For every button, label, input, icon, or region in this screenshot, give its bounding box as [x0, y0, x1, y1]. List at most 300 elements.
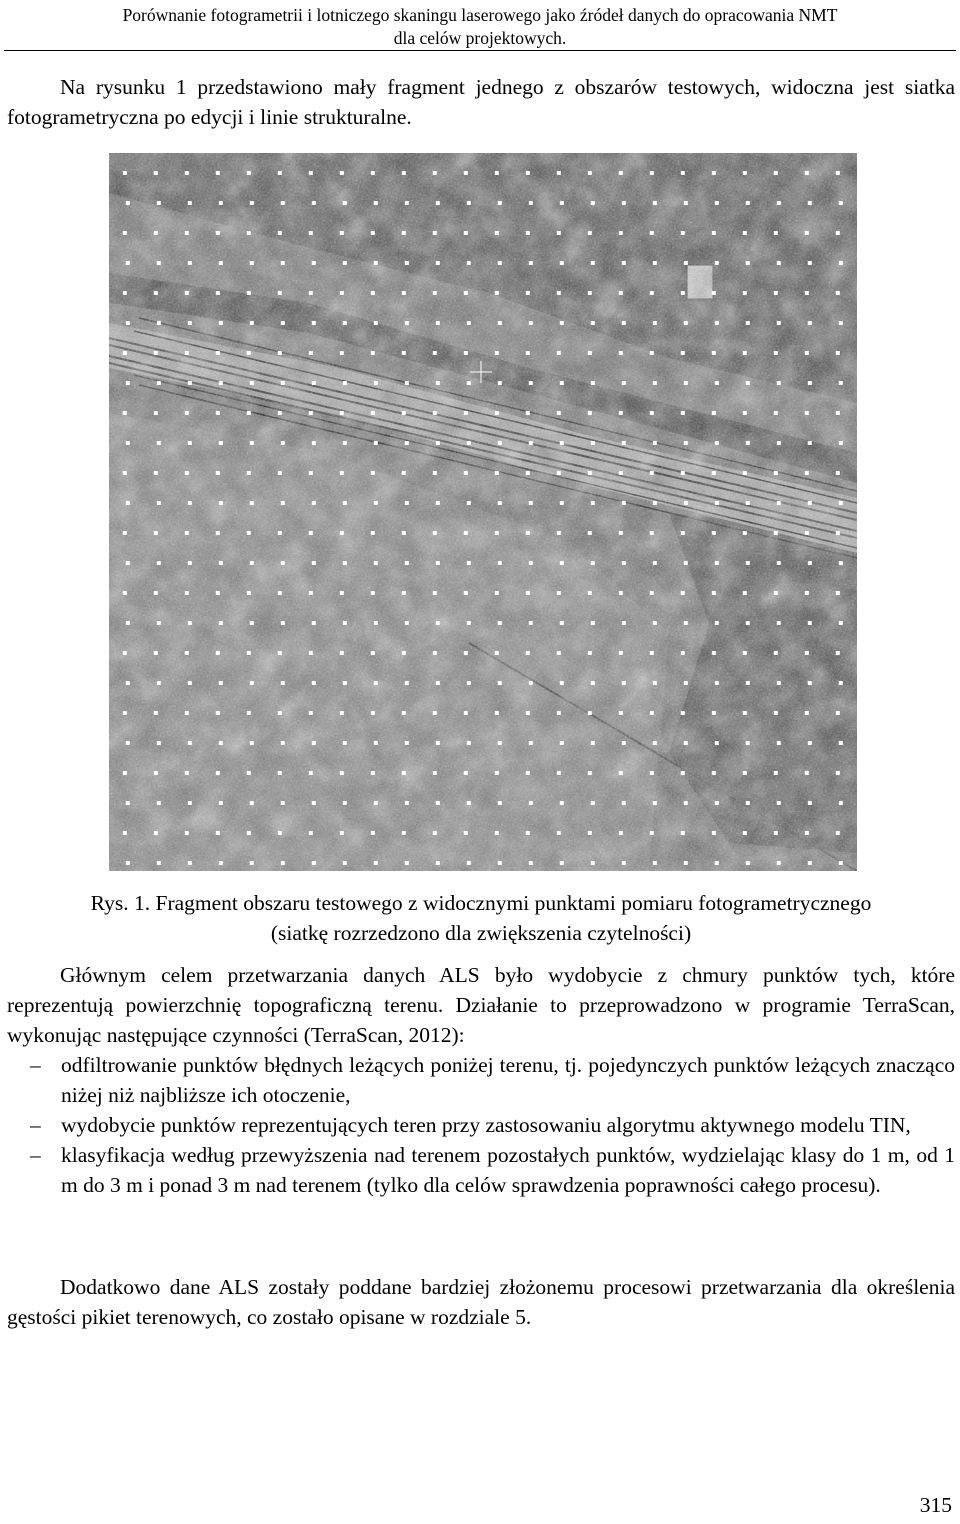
measurement-point	[374, 501, 378, 505]
measurement-point	[495, 171, 499, 175]
measurement-point	[281, 321, 285, 325]
measurement-point	[681, 291, 685, 295]
measurement-point	[371, 231, 375, 235]
measurement-point	[746, 381, 750, 385]
measurement-point	[312, 741, 316, 745]
measurement-point	[712, 171, 716, 175]
measurement-point	[622, 321, 626, 325]
measurement-point	[247, 411, 251, 415]
measurement-point	[188, 261, 192, 265]
measurement-point	[436, 621, 440, 625]
measurement-point	[746, 201, 750, 205]
measurement-point	[712, 231, 716, 235]
measurement-point	[774, 591, 778, 595]
measurement-point	[340, 531, 344, 535]
measurement-point	[464, 591, 468, 595]
measurement-point	[216, 171, 220, 175]
measurement-point	[216, 471, 220, 475]
measurement-point	[529, 561, 533, 565]
measurement-point	[405, 261, 409, 265]
list-item	[7, 1110, 955, 1140]
measurement-point	[250, 261, 254, 265]
measurement-point	[281, 261, 285, 265]
measurement-point	[278, 531, 282, 535]
measurement-point	[281, 681, 285, 685]
measurement-point	[188, 441, 192, 445]
measurement-point	[154, 231, 158, 235]
measurement-point	[839, 321, 843, 325]
measurement-point	[746, 801, 750, 805]
measurement-point	[436, 861, 440, 865]
measurement-point	[526, 831, 530, 835]
measurement-point	[653, 441, 657, 445]
measurement-point	[715, 561, 719, 565]
measurement-point	[746, 621, 750, 625]
measurement-point	[746, 441, 750, 445]
list-item-text: wydobycie punktów reprezentujących teren przy zastosowaniu algorytmu aktywnego modelu TIN,	[61, 1113, 911, 1137]
measurement-point	[684, 501, 688, 505]
measurement-point	[188, 801, 192, 805]
measurement-point	[247, 531, 251, 535]
measurement-point	[247, 351, 251, 355]
measurement-point	[681, 531, 685, 535]
measurement-point	[157, 441, 161, 445]
measurement-point	[774, 711, 778, 715]
measurement-point	[498, 681, 502, 685]
measurement-point	[464, 831, 468, 835]
measurement-point	[436, 681, 440, 685]
measurement-point	[712, 411, 716, 415]
measurement-point	[684, 261, 688, 265]
measurement-point	[278, 231, 282, 235]
measurement-point	[467, 321, 471, 325]
measurement-point	[653, 321, 657, 325]
measurement-point	[312, 561, 316, 565]
measurement-point	[591, 381, 595, 385]
measurement-point	[495, 471, 499, 475]
measurement-point	[402, 531, 406, 535]
measurement-point	[619, 651, 623, 655]
measurement-point	[343, 741, 347, 745]
measurement-point	[250, 861, 254, 865]
measurement-point	[808, 321, 812, 325]
measurement-point	[839, 261, 843, 265]
measurement-point	[619, 471, 623, 475]
measurement-point	[154, 831, 158, 835]
measurement-point	[343, 501, 347, 505]
measurement-point	[464, 411, 468, 415]
measurement-point	[560, 201, 564, 205]
measurement-point	[467, 201, 471, 205]
measurement-point	[126, 621, 130, 625]
measurement-point	[774, 531, 778, 535]
measurement-point	[622, 441, 626, 445]
measurement-point	[650, 831, 654, 835]
measurement-point	[805, 711, 809, 715]
measurement-point	[805, 291, 809, 295]
measurement-point	[650, 291, 654, 295]
measurement-point	[278, 711, 282, 715]
running-header-line2: dla celów projektowych.	[393, 28, 567, 48]
measurement-point	[557, 771, 561, 775]
measurement-point	[219, 561, 223, 565]
measurement-point	[526, 711, 530, 715]
measurement-point	[684, 621, 688, 625]
measurement-point	[464, 291, 468, 295]
measurement-point	[371, 711, 375, 715]
measurement-point	[185, 351, 189, 355]
measurement-point	[278, 171, 282, 175]
measurement-point	[808, 621, 812, 625]
measurement-point	[309, 771, 313, 775]
measurement-point	[126, 741, 130, 745]
measurement-point	[433, 711, 437, 715]
measurement-point	[309, 591, 313, 595]
measurement-point	[839, 501, 843, 505]
measurement-point	[250, 681, 254, 685]
measurement-point	[433, 651, 437, 655]
measurement-point	[154, 651, 158, 655]
measurement-point	[808, 561, 812, 565]
measurement-point	[433, 531, 437, 535]
measurement-point	[808, 441, 812, 445]
measurement-point	[653, 561, 657, 565]
measurement-point	[157, 741, 161, 745]
measurement-point	[309, 711, 313, 715]
measurement-point	[588, 171, 592, 175]
measurement-point	[250, 801, 254, 805]
measurement-point	[250, 441, 254, 445]
measurement-point	[715, 741, 719, 745]
measurement-point	[157, 861, 161, 865]
measurement-point	[312, 621, 316, 625]
measurement-point	[588, 411, 592, 415]
measurement-point	[529, 801, 533, 805]
measurement-point	[808, 681, 812, 685]
running-header	[0, 4, 960, 50]
measurement-point	[560, 441, 564, 445]
measurement-point	[340, 771, 344, 775]
measurement-point	[464, 231, 468, 235]
measurement-point	[805, 531, 809, 535]
measurement-point	[653, 741, 657, 745]
measurement-point	[340, 471, 344, 475]
measurement-point	[836, 171, 840, 175]
measurement-point	[467, 741, 471, 745]
measurement-point	[433, 831, 437, 835]
measurement-point	[774, 471, 778, 475]
measurement-point	[374, 861, 378, 865]
measurement-point	[464, 771, 468, 775]
measurement-point	[777, 321, 781, 325]
measurement-point	[588, 711, 592, 715]
measurement-point	[560, 681, 564, 685]
measurement-point	[526, 471, 530, 475]
body-paragraph-2: Dodatkowo dane ALS zostały poddane bardziej złożonemu procesowi przetwarzania dla określenia gęstości pikiet terenowych, co zostało opisane w rozdziale 5.	[7, 1275, 955, 1329]
measurement-point	[126, 321, 130, 325]
measurement-point	[154, 531, 158, 535]
list-item	[7, 1140, 955, 1200]
measurement-point	[371, 831, 375, 835]
measurement-point	[653, 621, 657, 625]
measurement-point	[343, 861, 347, 865]
measurement-point	[743, 531, 747, 535]
measurement-point	[343, 321, 347, 325]
measurement-point	[529, 861, 533, 865]
measurement-point	[498, 381, 502, 385]
measurement-point	[591, 681, 595, 685]
measurement-point	[216, 411, 220, 415]
measurement-point	[216, 771, 220, 775]
measurement-point	[219, 801, 223, 805]
measurement-point	[371, 411, 375, 415]
measurement-point	[436, 201, 440, 205]
measurement-point	[126, 501, 130, 505]
measurement-point	[343, 801, 347, 805]
measurement-point	[712, 351, 716, 355]
measurement-point	[495, 831, 499, 835]
measurement-point	[467, 861, 471, 865]
measurement-point	[216, 591, 220, 595]
measurement-point	[312, 261, 316, 265]
measurement-point	[588, 651, 592, 655]
measurement-point	[622, 501, 626, 505]
measurement-point	[805, 591, 809, 595]
measurement-point	[188, 741, 192, 745]
measurement-point	[588, 771, 592, 775]
measurement-point	[433, 231, 437, 235]
measurement-point	[405, 801, 409, 805]
measurement-point	[653, 381, 657, 385]
measurement-point	[436, 561, 440, 565]
measurement-point	[123, 471, 127, 475]
measurement-point	[650, 771, 654, 775]
measurement-point	[526, 351, 530, 355]
measurement-point	[216, 711, 220, 715]
measurement-point	[777, 681, 781, 685]
measurement-point	[560, 561, 564, 565]
measurement-point	[281, 441, 285, 445]
measurement-point	[777, 801, 781, 805]
measurement-point	[808, 501, 812, 505]
measurement-point	[154, 591, 158, 595]
measurement-point	[247, 171, 251, 175]
measurement-point	[371, 171, 375, 175]
measurement-point	[278, 411, 282, 415]
measurement-point	[436, 381, 440, 385]
processing-steps-list	[7, 1050, 955, 1200]
list-item-text: odfiltrowanie punktów błędnych leżących poniżej terenu, tj. pojedynczych punktów leżących znacząco niżej niż najbliższe ich otoczenie,	[61, 1053, 955, 1107]
measurement-point	[619, 171, 623, 175]
measurement-point	[157, 621, 161, 625]
measurement-point	[622, 801, 626, 805]
measurement-point	[653, 861, 657, 865]
measurement-point	[247, 471, 251, 475]
measurement-point	[715, 801, 719, 805]
measurement-point	[309, 411, 313, 415]
intro-paragraph: Na rysunku 1 przedstawiono mały fragment jednego z obszarów testowych, widoczna jest siatka fotogrametryczna po edycji i linie strukturalne.	[7, 75, 955, 129]
measurement-point	[374, 201, 378, 205]
measurement-point	[436, 441, 440, 445]
measurement-point	[340, 171, 344, 175]
measurement-point	[343, 621, 347, 625]
measurement-point	[836, 411, 840, 415]
measurement-point	[836, 531, 840, 535]
list-dash: –	[30, 1113, 41, 1137]
measurement-point	[436, 501, 440, 505]
measurement-point	[157, 321, 161, 325]
measurement-point	[684, 681, 688, 685]
measurement-point	[185, 411, 189, 415]
measurement-point	[374, 441, 378, 445]
measurement-point	[250, 381, 254, 385]
measurement-point	[154, 471, 158, 475]
measurement-point	[836, 771, 840, 775]
measurement-point	[805, 171, 809, 175]
measurement-point	[250, 621, 254, 625]
measurement-point	[371, 651, 375, 655]
measurement-point	[467, 561, 471, 565]
measurement-point	[188, 201, 192, 205]
measurement-point	[712, 771, 716, 775]
measurement-point	[188, 561, 192, 565]
measurement-point	[681, 471, 685, 475]
measurement-point	[278, 471, 282, 475]
measurement-point	[591, 621, 595, 625]
measurement-point	[777, 741, 781, 745]
measurement-point	[839, 381, 843, 385]
measurement-point	[250, 501, 254, 505]
measurement-point	[495, 711, 499, 715]
list-dash: –	[30, 1143, 41, 1167]
measurement-point	[684, 441, 688, 445]
measurement-point	[495, 531, 499, 535]
measurement-point	[185, 471, 189, 475]
measurement-point	[188, 681, 192, 685]
measurement-point	[157, 381, 161, 385]
measurement-point	[495, 351, 499, 355]
measurement-point	[433, 771, 437, 775]
measurement-point	[157, 681, 161, 685]
measurement-point	[374, 621, 378, 625]
measurement-point	[185, 771, 189, 775]
measurement-point	[529, 681, 533, 685]
measurement-point	[405, 201, 409, 205]
measurement-point	[557, 651, 561, 655]
measurement-point	[402, 651, 406, 655]
measurement-point	[250, 741, 254, 745]
measurement-point	[371, 771, 375, 775]
measurement-point	[340, 831, 344, 835]
measurement-point	[250, 321, 254, 325]
measurement-point	[839, 801, 843, 805]
measurement-point	[774, 171, 778, 175]
measurement-point	[839, 561, 843, 565]
measurement-point	[498, 441, 502, 445]
measurement-point	[746, 261, 750, 265]
measurement-point	[219, 741, 223, 745]
measurement-point	[743, 591, 747, 595]
measurement-point	[715, 501, 719, 505]
measurement-point	[681, 831, 685, 835]
measurement-point	[681, 411, 685, 415]
measurement-point	[774, 651, 778, 655]
measurement-point	[405, 621, 409, 625]
measurement-point	[216, 291, 220, 295]
measurement-point	[588, 291, 592, 295]
measurement-point	[777, 261, 781, 265]
measurement-point	[157, 261, 161, 265]
measurement-point	[154, 291, 158, 295]
measurement-point	[560, 501, 564, 505]
measurement-point	[805, 411, 809, 415]
list-item-text: klasyfikacja według przewyższenia nad terenem pozostałych punktów, wydzielając klasy do 1 m, od 1 m do 3 m i ponad 3 m nad terenem (tylko dla celów sprawdzenia poprawności całego procesu).	[61, 1143, 955, 1197]
measurement-point	[619, 351, 623, 355]
measurement-point	[495, 591, 499, 595]
measurement-point	[777, 201, 781, 205]
measurement-point	[712, 651, 716, 655]
measurement-point	[681, 651, 685, 655]
measurement-point	[219, 441, 223, 445]
measurement-point	[743, 231, 747, 235]
measurement-point	[653, 261, 657, 265]
measurement-point	[374, 741, 378, 745]
measurement-point	[312, 441, 316, 445]
measurement-point	[808, 201, 812, 205]
measurement-point	[529, 621, 533, 625]
measurement-point	[653, 801, 657, 805]
measurement-point	[126, 441, 130, 445]
measurement-point	[123, 531, 127, 535]
measurement-point	[371, 591, 375, 595]
measurement-point	[498, 801, 502, 805]
measurement-point	[433, 351, 437, 355]
measurement-point	[219, 861, 223, 865]
measurement-point	[836, 831, 840, 835]
measurement-point	[836, 711, 840, 715]
measurement-point	[622, 261, 626, 265]
measurement-point	[681, 231, 685, 235]
measurement-point	[185, 531, 189, 535]
measurement-point	[402, 171, 406, 175]
measurement-point	[839, 441, 843, 445]
measurement-point	[281, 861, 285, 865]
measurement-point	[560, 801, 564, 805]
running-header-line1: Porównanie fotogrametrii i lotniczego skaningu laserowego jako źródeł danych do opracowania NMT	[122, 5, 838, 25]
measurement-point	[526, 291, 530, 295]
measurement-point	[402, 231, 406, 235]
figure-caption	[7, 888, 955, 948]
measurement-point	[402, 771, 406, 775]
measurement-point	[343, 561, 347, 565]
measurement-point	[340, 411, 344, 415]
measurement-point	[309, 471, 313, 475]
measurement-point	[464, 651, 468, 655]
measurement-point	[371, 291, 375, 295]
measurement-point	[123, 231, 127, 235]
measurement-point	[684, 201, 688, 205]
measurement-point	[560, 381, 564, 385]
measurement-point	[743, 171, 747, 175]
measurement-point	[653, 501, 657, 505]
measurement-point	[650, 651, 654, 655]
measurement-point	[219, 681, 223, 685]
measurement-point	[498, 501, 502, 505]
measurement-point	[808, 381, 812, 385]
measurement-point	[681, 771, 685, 775]
measurement-point	[557, 351, 561, 355]
aerial-photo	[109, 153, 857, 871]
